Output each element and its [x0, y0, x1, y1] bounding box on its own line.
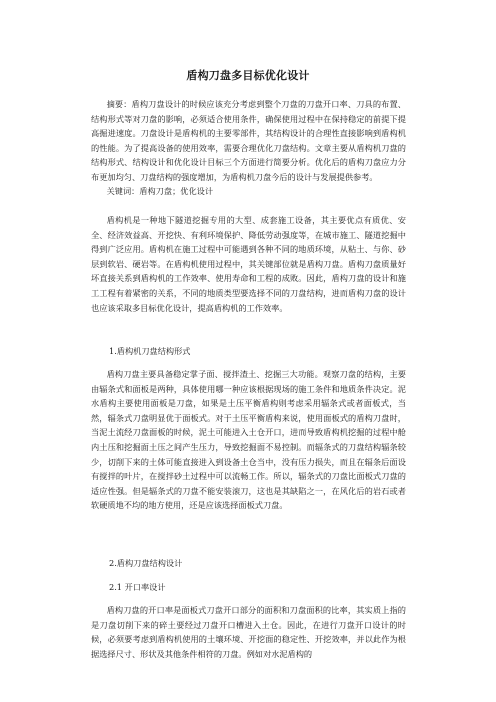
intro-paragraph: 盾构机是一种地下隧道挖掘专用的大型、成套施工设备，其主要优点有质优、安全、经济效益高、开挖快、有利环境保护、降低劳动强度等，在城市施工、隧道挖掘中得到广泛应用。盾构机在施工过程中可能遇到各种不同的地质环境，从粘土、与你、砂层到软岩、硬岩等。在盾构机使用过程中，其关键部位就是盾构刀盘。盾构刀盘质量好坏直接关系到盾构机的工作效率、使用寿命和工程的成败。因此，盾构刀盘的设计和施工工程有着紧密的关系，不同的地质类型要选择不同的刀盘结构，进而盾构刀盘的设计也应该采取多目标优化设计，提高盾构机的工作效率。 [91, 215, 406, 313]
abstract-paragraph: 摘要：盾构刀盘设计的时候应该充分考虑到整个刀盘的刀盘开口率、刀具的布置、结构形式等对刀盘的影响，必须适合使用条件，确保使用过程中在保持稳定的前提下提高掘进速度。刀盘设计是盾构机的主要零部件，其结构设计的合理性直接影响到盾构机的性能。为了提高设备的使用效率，需要合理优化刀盘结构。文章主要从盾构机刀盘的结构形式、结构设计和优化设计目标三个方面进行简要分析。优化后的盾构刀盘应力分布更加均匀、刀盘结构的强度增加，为盾构机刀盘今后的设计与发展提供参考。 [91, 99, 406, 182]
section-1-heading: 1.盾构机刀盘结构形式 [109, 346, 191, 356]
section-2-heading: 2.盾构刀盘结构设计 [109, 558, 183, 568]
keywords-line: 关键词：盾构刀盘；优化设计 [106, 186, 214, 196]
section-1-paragraph: 盾构刀盘主要具备稳定掌子面、搅拌渣土、挖掘三大功能。观察刀盘的结构，主要由辐条式和面板是两种，具体使用哪一种应该根据现场的施工条件和地质条件决定。泥水盾构主要使用面板是刀盘，如果是土压平衡盾构则考虑采用辐条式或者面板式，当然，辐条式刀盘明显优于面板式。对于土压平衡盾构来说，使用面板式的盾构刀盘时，当泥土流经刀盘面板的时候，泥土可能进入土仓开口，进而导致盾构机挖掘的过程中舱内土压和挖掘面土压之间产生压力，导致挖掘面不易控制。而辐条式的刀盘结构辐条较少，切削下来的土体可能直接进入到设备土仓当中，没有压力损失，而且在辐条后面设有搅拌的叶片，在搅拌砂土过程中可以流畅工作。所以，辐条式的刀盘比面板式刀盘的适应性强。但是辐条式的刀盘不能安装滚刀，这也是其缺陷之一，在风化后的岩石或者软硬质地不均的地方使用，还是应该选择面板式刀盘。 [91, 369, 406, 511]
section-2-1-heading: 2.1 开口率设计 [109, 582, 166, 592]
document-title: 盾构刀盘多目标优化设计 [186, 69, 310, 82]
section-2-1-paragraph: 盾构刀盘的开口率是面板式刀盘开口部分的面积和刀盘面积的比率，其实质上指的是刀盘切削下来的碎土要经过刀盘开口槽进入土仓。因此，在进行刀盘开口设计的时候，必须要考虑到盾构机使用的土壤环境、开挖面的稳定性、开挖效率，并以此作为根据选择尺寸、形状及其他条件相符的刀盘。例如对水泥盾构的 [91, 605, 406, 659]
